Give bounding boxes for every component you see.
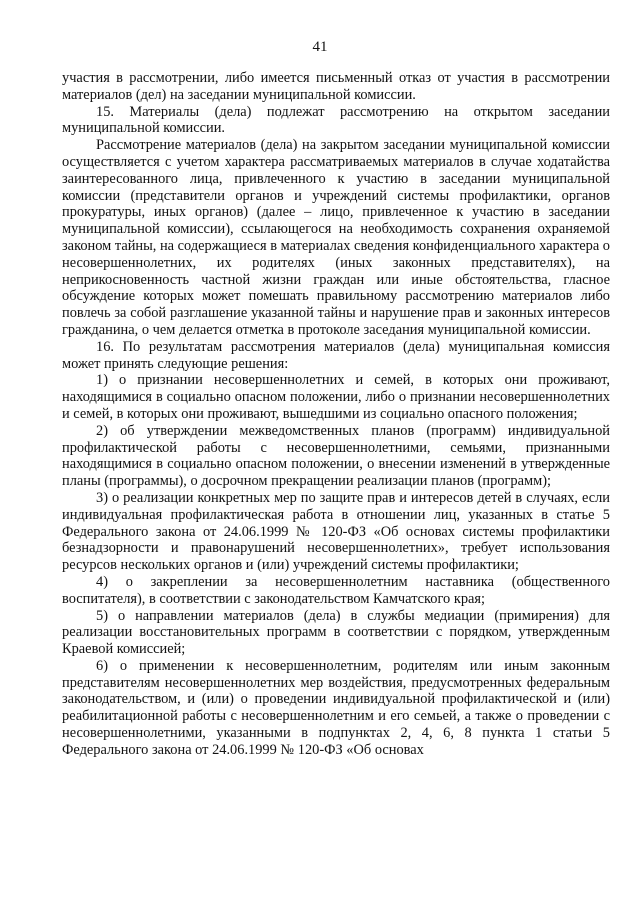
page-number: 41 bbox=[312, 39, 328, 55]
paragraph-subitem-4: 4) о закреплении за несовершеннолетним наставника (общественного воспитателя), в соответствии с законодательством Камчатского края; bbox=[62, 573, 610, 607]
paragraph-subitem-1: 1) о признании несовершеннолетних и семей, в которых они проживают, находящимися в социально опасном положении, либо о признании несовершеннолетних и семей, в которых они проживают, вышедшими из социально опасного положения; bbox=[62, 372, 610, 422]
paragraph-continuation: участия в рассмотрении, либо имеется письменный отказ от участия в рассмотрении материалов (дел) на заседании муниципальной комиссии. bbox=[62, 70, 610, 103]
document-body bbox=[62, 70, 610, 759]
paragraph-subitem-6: 6) о применении к несовершеннолетним, родителям или иным законным представителям несовершеннолетних мер воздействия, предусмотренных федеральным законодательством, и (или) о проведении индивидуальной профилактической и (или) реабилитационной работы с несовершеннолетним и его семьей, а также о проведении с несовершеннолетними, указанными в подпунктах 2, 4, 6, 8 пункта 1 статьи 5 Федерального закона от 24.06.1999 № 120-ФЗ «Об основах bbox=[62, 657, 610, 758]
paragraph-item-15: 15. Материалы (дела) подлежат рассмотрению на открытом заседании муниципальной комиссии. bbox=[62, 103, 610, 137]
paragraph-item-16: 16. По результатам рассмотрения материалов (дела) муниципальная комиссия может принять следующие решения: bbox=[62, 338, 610, 372]
paragraph-subitem-2: 2) об утверждении межведомственных планов (программ) индивидуальной профилактической работы с несовершеннолетними, семьями, признанными находящимися в социально опасном положении, о внесении изменений в утвержденные планы (программы), о досрочном прекращении реализации планов (программ); bbox=[62, 422, 610, 490]
paragraph-subitem-5: 5) о направлении материалов (дела) в службы медиации (примирения) для реализации восстановительных программ в соответствии с порядком, утвержденным Краевой комиссией; bbox=[62, 607, 610, 658]
paragraph-closed-session: Рассмотрение материалов (дела) на закрытом заседании муниципальной комиссии осуществляется с учетом характера рассматриваемых материалов в случае ходатайства заинтересованного лица, привлеченного к участию в заседании муниципальной комиссии (представители органов и учреждений системы профилактики, органов прокуратуры, иных органов) (далее – лицо, привлеченное к участию в заседании муниципальной комиссии), ссылающегося на необходимость сохранения охраняемой законом тайны, на содержащиеся в материалах сведения конфиденциального характера о несовершеннолетних, их родителях (иных законных представителях), на неприкосновенность частной жизни граждан или иные обстоятельства, гласное обсуждение которых может помешать правильному рассмотрению материалов либо повлечь за собой разглашение указанной тайны и нарушение прав и законных интересов гражданина, о чем делается отметка в протоколе заседания муниципальной комиссии. bbox=[62, 137, 610, 338]
paragraph-subitem-3: 3) о реализации конкретных мер по защите прав и интересов детей в случаях, если индивидуальная профилактическая работа в отношении лиц, указанных в статье 5 Федерального закона от 24.06.1999 № 120-ФЗ «Об основах системы профилактики безнадзорности и правонарушений несовершеннолетних», требует использования ресурсов нескольких органов и (или) учреждений системы профилактики; bbox=[62, 489, 610, 574]
